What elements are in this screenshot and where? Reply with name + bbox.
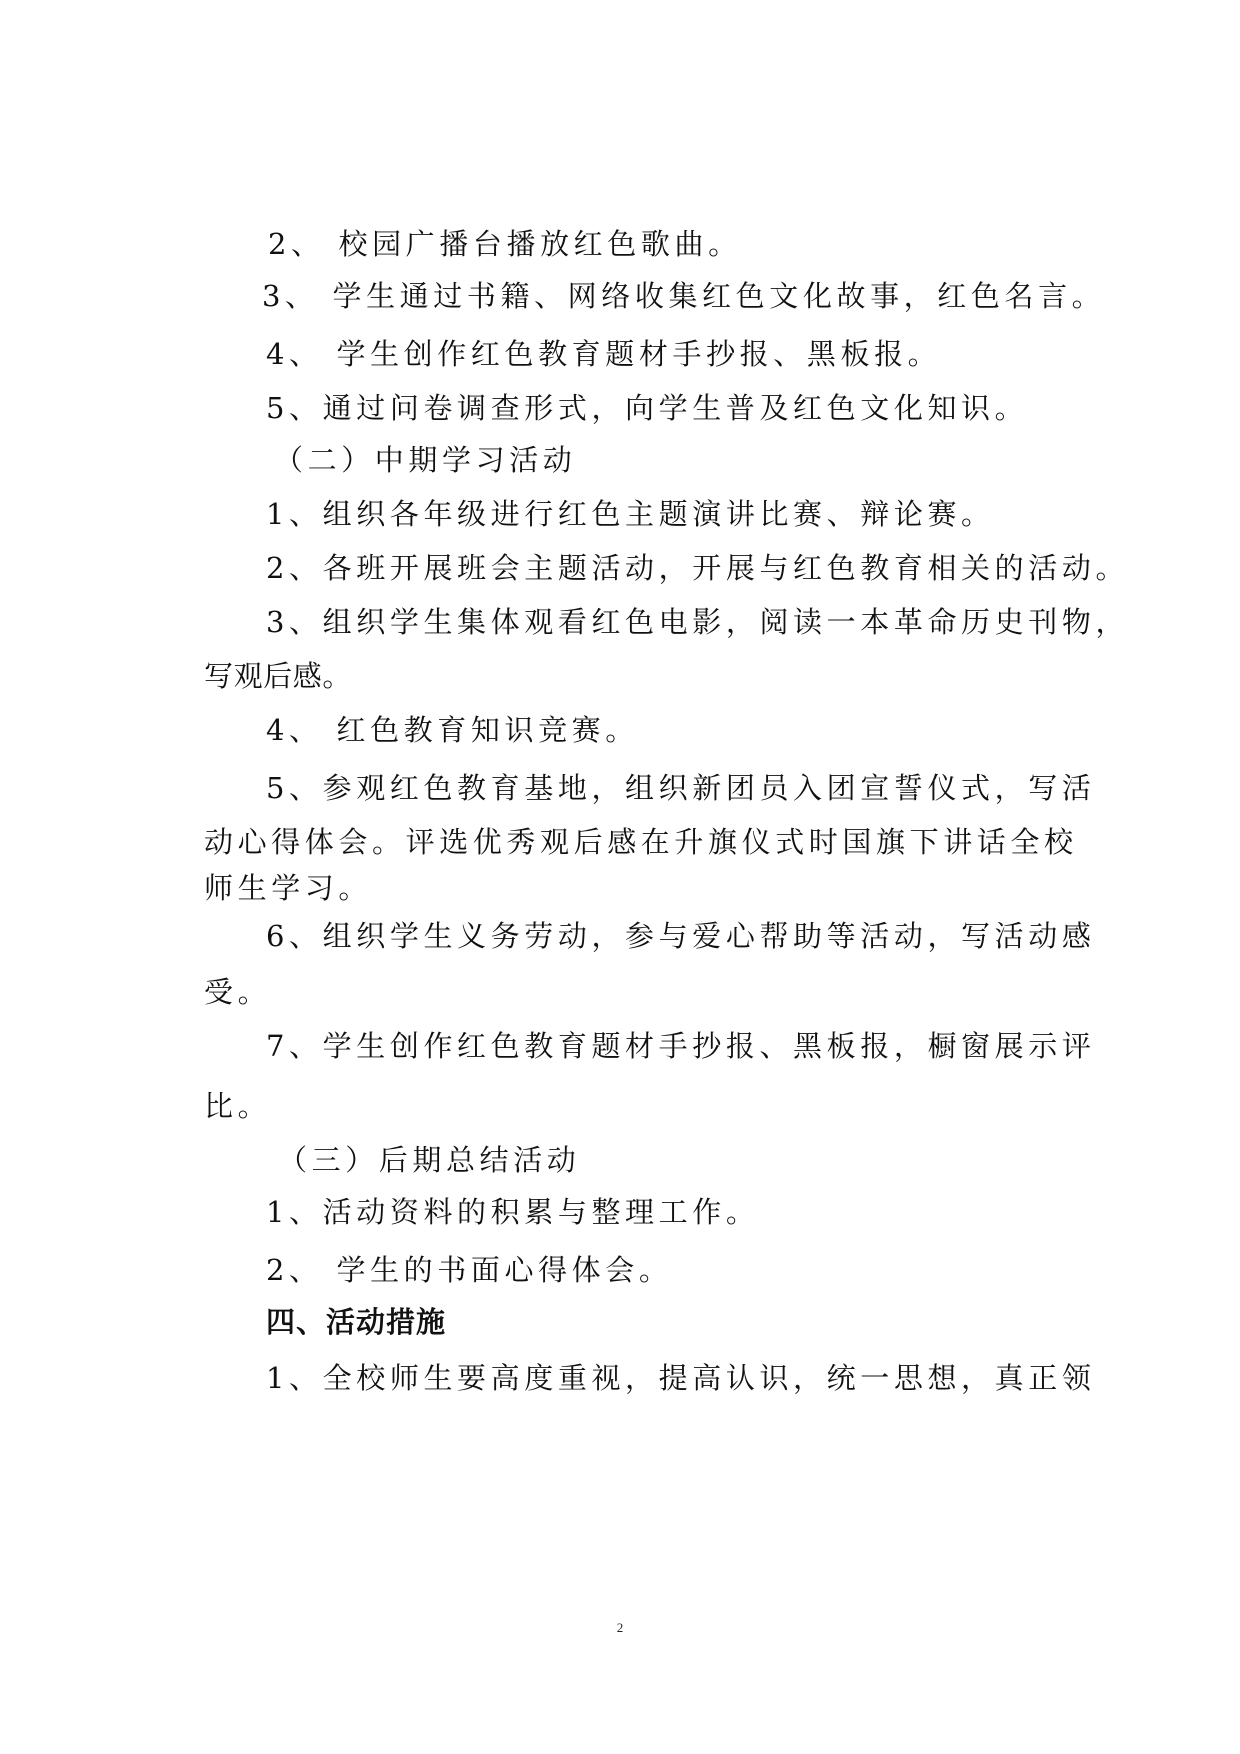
- text-line: 比。: [204, 1089, 272, 1123]
- text-line: 受。: [204, 975, 272, 1009]
- section-subheading: （三）后期总结活动: [278, 1143, 581, 1177]
- section-subheading: （二）中期学习活动: [274, 443, 577, 477]
- section-heading: 四、活动措施: [266, 1305, 447, 1339]
- text-line: 2、 校园广播台播放红色歌曲。: [268, 227, 742, 261]
- page-number: 2: [616, 1620, 624, 1635]
- text-line: 1、全校师生要高度重视，提高认识，统一思想，真正领: [266, 1361, 1096, 1395]
- text-line: 6、组织学生义务劳动，参与爱心帮助等活动，写活动感: [266, 919, 1096, 953]
- text-line: 动心得体会。评选优秀观后感在升旗仪式时国旗下讲话全校: [204, 825, 1078, 859]
- text-line: 2、 学生的书面心得体会。: [266, 1253, 673, 1287]
- text-line: 4、 红色教育知识竞赛。: [266, 713, 639, 747]
- text-line: 5、参观红色教育基地，组织新团员入团宣誓仪式，写活: [266, 771, 1096, 805]
- text-line: 写观后感。: [204, 659, 353, 693]
- text-line: 2、各班开展班会主题活动，开展与红色教育相关的活动。: [266, 551, 1130, 585]
- text-line: 1、活动资料的积累与整理工作。: [266, 1195, 760, 1229]
- text-line: 4、 学生创作红色教育题材手抄报、黑板报。: [266, 337, 942, 371]
- text-line: 7、学生创作红色教育题材手抄报、黑板报，橱窗展示评: [266, 1029, 1096, 1063]
- text-line: 5、通过问卷调查形式，向学生普及红色文化知识。: [266, 391, 1029, 425]
- text-line: 1、组织各年级进行红色主题演讲比赛、辩论赛。: [266, 497, 995, 531]
- text-line: 3、 学生通过书籍、网络收集红色文化故事，红色名言。: [262, 279, 1106, 313]
- text-line: 师生学习。: [204, 871, 373, 905]
- text-line: 3、组织学生集体观看红色电影，阅读一本革命历史刊物，: [266, 605, 1130, 639]
